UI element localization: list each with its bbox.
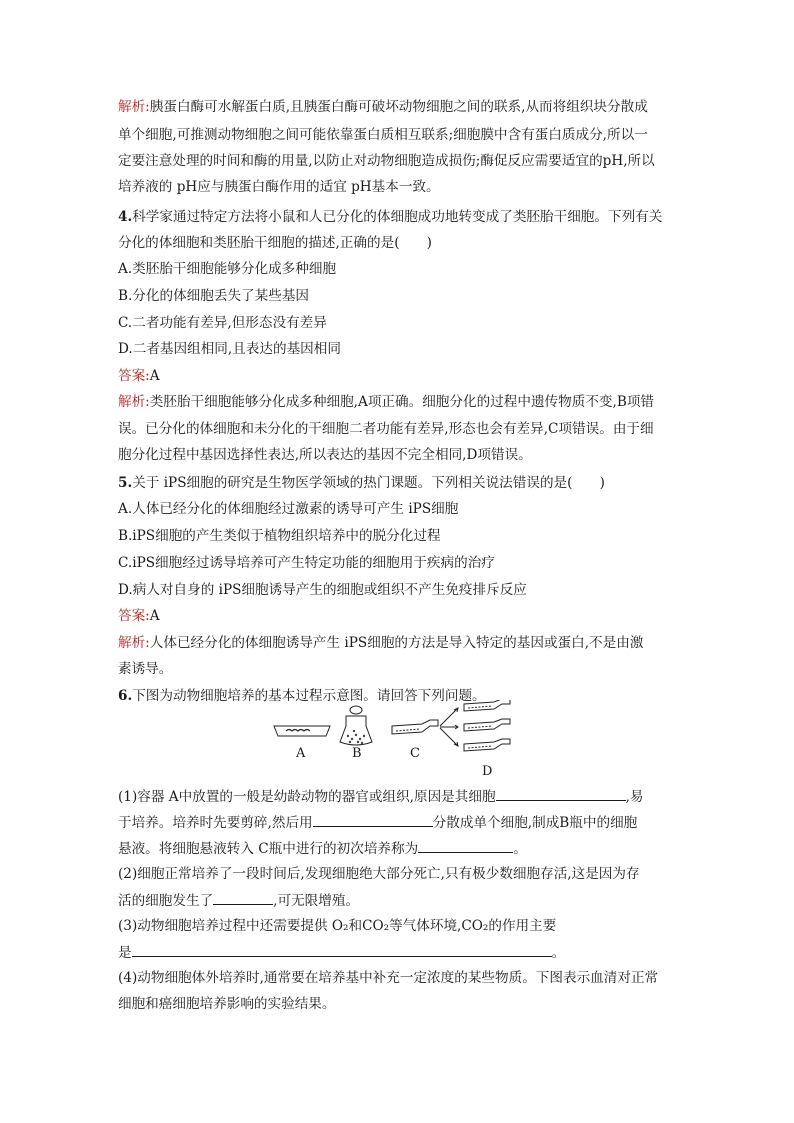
line-text: 定要注意处理的时间和酶的用量,以防止对动物细胞造成损伤;酶促反应需要适宜的pH,所以: [118, 153, 655, 169]
line-text: A: [149, 368, 160, 384]
q6-part3-line2: 是 。: [118, 942, 565, 963]
dish-a-shape: [274, 726, 330, 736]
text-line: [118, 526, 441, 546]
analysis-label: 解析:: [118, 99, 150, 115]
bottle-d2-shape: [464, 719, 510, 731]
question-number: 6.: [118, 688, 133, 704]
line-text: 胞分化过程中基因选择性表达,所以表达的基因不完全相同,D项错误。: [118, 447, 532, 463]
text-line: [118, 553, 495, 573]
answer-label: 答案:: [118, 608, 150, 624]
text-line: [118, 259, 336, 279]
label-d: D: [482, 764, 493, 779]
line-text: 人体已经分化的体细胞诱导产生 iPS细胞的方法是导入特定的基因或蛋白,不是由激: [149, 635, 644, 651]
text-line: [118, 633, 643, 653]
analysis-label: 解析:: [118, 394, 150, 410]
text-line: [118, 151, 655, 171]
line-text: 单个细胞,可推测动物细胞之间可能依靠蛋白质相互联系;细胞膜中含有蛋白质成分,所以一: [118, 127, 648, 143]
q6-part2-line2: 活的细胞发生了 ,可无限增殖。: [118, 890, 359, 911]
text-line: [118, 659, 172, 679]
label-a: A: [296, 746, 306, 761]
line-text: A: [149, 608, 160, 624]
text-line: [118, 207, 662, 227]
line-text: C.iPS细胞经过诱导培养可产生特定功能的细胞用于疾病的治疗: [118, 555, 495, 571]
tissue-piece-shape: [286, 730, 310, 732]
text-line: [118, 606, 160, 626]
flask-stopper-shape: [350, 706, 362, 714]
cell-layer-c-shape: [396, 729, 420, 731]
line-text: B.分化的体细胞丢失了某些基因: [118, 288, 310, 304]
analysis-label: 解析:: [118, 635, 150, 651]
text-line: [118, 445, 532, 465]
text-line: [118, 286, 309, 306]
text-line: [118, 339, 341, 359]
text-line: [118, 233, 432, 253]
line-text: 胰蛋白酶可水解蛋白质,且胰蛋白酶可破坏动物细胞之间的联系,从而将组织块分散成: [149, 99, 648, 115]
q6-part4-line2: 细胞和癌细胞培养影响的实验结果。: [118, 996, 336, 1012]
blank-5[interactable]: [132, 942, 552, 957]
line-text: A.人体已经分化的体细胞经过激素的诱导可产生 iPS细胞: [118, 501, 459, 517]
bottle-d1-shape: [464, 700, 510, 711]
text-line: [118, 473, 605, 493]
question-number: 4.: [118, 209, 133, 225]
bottle-d3-shape: [464, 739, 510, 751]
line-text: D.二者基因组相同,且表达的基因相同: [118, 341, 341, 357]
line-text: D.病人对自身的 iPS细胞诱导产生的细胞或组织不产生免疫排斥反应: [118, 582, 527, 598]
line-text: A.类胚胎干细胞能够分化成多种细胞: [118, 261, 337, 277]
q6-part1-line3: 悬液。将细胞悬液转入 C瓶中进行的初次培养称为 。: [118, 838, 527, 859]
line-text: 关于 iPS细胞的研究是生物医学领域的热门课题。下列相关说法错误的是( ): [132, 475, 605, 491]
text-line: [118, 419, 654, 439]
text-line: [118, 392, 654, 412]
text-line: [118, 177, 440, 197]
line-text: 误。已分化的体细胞和未分化的干细胞二者功能有差异,形态也会有差异,C项错误。由于细: [118, 421, 654, 437]
blank-2[interactable]: [313, 812, 433, 827]
arrow-down-shape: [440, 728, 458, 746]
q6-part4-line1: (4)动物细胞体外培养时,通常要在培养基中补充一定浓度的某些物质。下图表示血清对正常: [118, 970, 659, 986]
text-line: [118, 499, 458, 519]
text-line: [118, 313, 327, 333]
line-text: C.二者功能有差异,但形态没有差异: [118, 315, 327, 331]
line-text: B.iPS细胞的产生类似于植物组织培养中的脱分化过程: [118, 528, 441, 544]
q6-part1-line2: 于培养。培养时先要剪碎,然后用 分散成单个细胞,制成B瓶中的细胞: [118, 812, 637, 833]
arrow-up-shape: [440, 708, 458, 726]
arrow-mid-shape: [440, 725, 458, 729]
text-line: [118, 366, 160, 386]
text-line: [118, 125, 648, 145]
cell-culture-figure: [272, 700, 522, 782]
line-text: 素诱导。: [118, 661, 173, 677]
blank-4[interactable]: [213, 890, 273, 905]
text-line: [118, 580, 527, 600]
line-text: 下图为动物细胞培养的基本过程示意图。请回答下列问题。: [132, 688, 486, 704]
label-b: B: [352, 746, 362, 761]
line-text: 类胚胎干细胞能够分化成多种细胞,A项正确。细胞分化的过程中遗传物质不变,B项错: [149, 394, 655, 410]
line-text: 科学家通过特定方法将小鼠和人已分化的体细胞成功地转变成了类胚胎干细胞。下列有关: [132, 209, 663, 225]
text-line: [118, 97, 648, 117]
bottle-c-shape: [392, 720, 438, 734]
blank-3[interactable]: [418, 838, 513, 853]
line-text: 培养液的 pH应与胰蛋白酶作用的适宜 pH基本一致。: [118, 179, 440, 195]
flask-b-shape: [340, 716, 372, 745]
label-c: C: [410, 746, 420, 761]
q6-part2-line1: (2)细胞正常培养了一段时间后,发现细胞绝大部分死亡,只有极少数细胞存活,这是因为存: [118, 866, 640, 882]
q6-part1-line1: (1)容器 A中放置的一般是幼龄动物的器官或组织,原因是其细胞 ,易: [118, 786, 643, 807]
q6-part3-line1: (3)动物细胞培养过程中还需要提供 O₂和CO₂等气体环境,CO₂的作用主要: [118, 918, 557, 934]
line-text: 分化的体细胞和类胚胎干细胞的描述,正确的是( ): [118, 235, 432, 251]
answer-label: 答案:: [118, 368, 150, 384]
question-number: 5.: [118, 475, 133, 491]
blank-1[interactable]: [496, 786, 626, 801]
